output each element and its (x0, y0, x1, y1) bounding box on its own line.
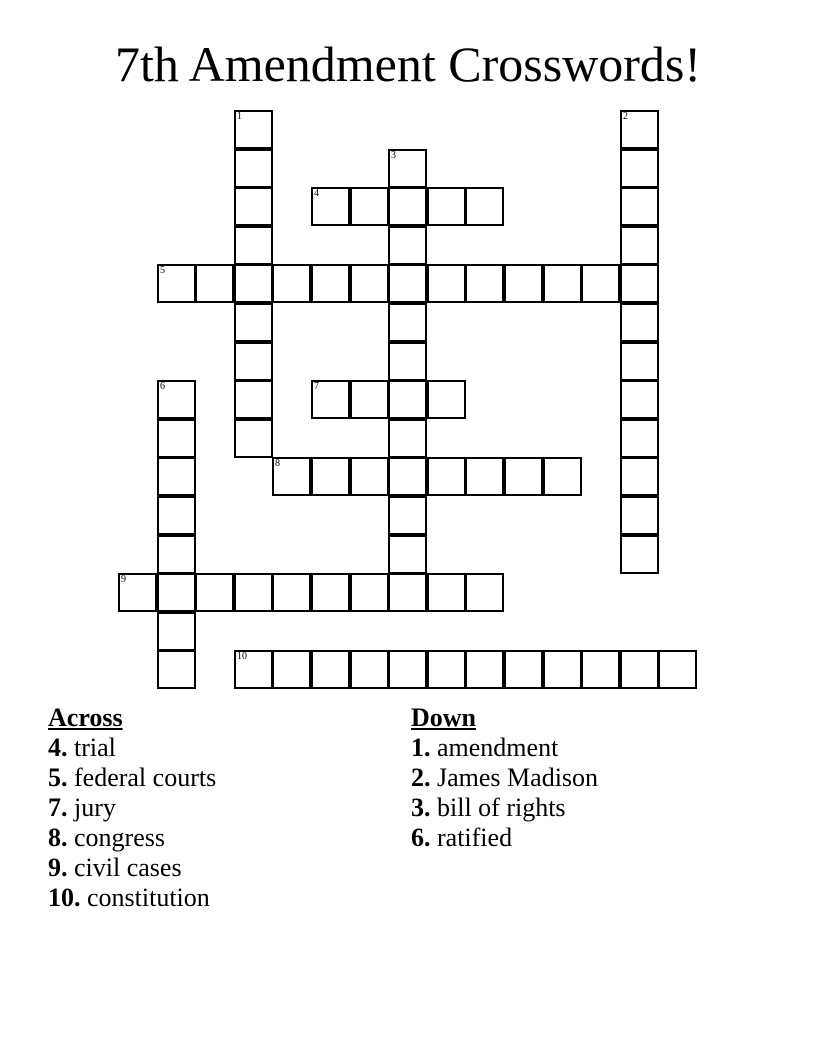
grid-cell[interactable] (157, 380, 196, 419)
grid-cell[interactable] (157, 573, 196, 612)
grid-cell[interactable] (620, 380, 659, 419)
clue-number: 5. (48, 763, 68, 792)
grid-cell[interactable] (234, 226, 273, 265)
grid-cell[interactable] (350, 650, 389, 689)
grid-cell[interactable] (157, 457, 196, 496)
grid-cell[interactable] (311, 573, 350, 612)
grid-cell[interactable] (350, 264, 389, 303)
grid-cell[interactable] (620, 226, 659, 265)
clue-text: constitution (80, 883, 210, 912)
clue-text: federal courts (67, 763, 217, 792)
grid-cell[interactable] (620, 149, 659, 188)
clue-number: 3. (411, 793, 431, 822)
clue-text: bill of rights (430, 793, 566, 822)
grid-cell[interactable] (234, 264, 273, 303)
grid-cell[interactable] (388, 535, 427, 574)
across-clue (48, 853, 216, 883)
down-clues (411, 703, 598, 853)
grid-cell[interactable] (388, 457, 427, 496)
down-heading: Down (411, 703, 477, 732)
clue-number: 10. (48, 883, 81, 912)
grid-cell[interactable] (504, 457, 543, 496)
clue-number: 6. (411, 823, 431, 852)
grid-cell[interactable] (388, 573, 427, 612)
grid-cell[interactable] (465, 187, 504, 226)
clue-number: 9. (48, 853, 68, 882)
grid-cell[interactable] (311, 264, 350, 303)
cell-number: 6 (160, 381, 165, 392)
clue-number: 4. (48, 733, 68, 762)
down-clue (411, 733, 598, 763)
grid-cell[interactable] (234, 380, 273, 419)
grid-cell[interactable] (427, 650, 466, 689)
grid-cell[interactable] (157, 419, 196, 458)
grid-cell[interactable] (543, 264, 582, 303)
grid-cell[interactable] (195, 573, 234, 612)
grid-cell[interactable] (620, 419, 659, 458)
grid-cell[interactable] (234, 149, 273, 188)
grid-cell[interactable] (157, 496, 196, 535)
grid-cell[interactable] (620, 110, 659, 149)
grid-cell[interactable] (311, 650, 350, 689)
grid-cell[interactable] (465, 457, 504, 496)
grid-cell[interactable] (350, 380, 389, 419)
cell-number: 7 (314, 381, 319, 392)
grid-cell[interactable] (234, 110, 273, 149)
grid-cell[interactable] (157, 535, 196, 574)
cell-number: 9 (121, 574, 126, 585)
grid-cell[interactable] (157, 650, 196, 689)
grid-cell[interactable] (620, 264, 659, 303)
grid-cell[interactable] (581, 650, 620, 689)
grid-cell[interactable] (465, 264, 504, 303)
grid-cell[interactable] (272, 457, 311, 496)
grid-cell[interactable] (388, 149, 427, 188)
clue-text: civil cases (67, 853, 182, 882)
grid-cell[interactable] (234, 650, 273, 689)
page-title: 7th Amendment Crosswords! (114, 36, 702, 92)
grid-cell[interactable] (157, 264, 196, 303)
grid-cell[interactable] (234, 419, 273, 458)
grid-cell[interactable] (388, 380, 427, 419)
grid-cell[interactable] (504, 264, 543, 303)
grid-cell[interactable] (620, 535, 659, 574)
grid-cell[interactable] (427, 264, 466, 303)
clue-text: James Madison (430, 763, 599, 792)
clue-text: amendment (430, 733, 559, 762)
cell-number: 1 (237, 111, 242, 122)
clue-text: congress (67, 823, 165, 852)
grid-cell[interactable] (350, 187, 389, 226)
grid-cell[interactable] (234, 303, 273, 342)
grid-cell[interactable] (427, 380, 466, 419)
grid-cell[interactable] (388, 264, 427, 303)
across-clue (48, 823, 216, 853)
across-clue (48, 763, 216, 793)
across-clues (48, 703, 216, 913)
clue-text: jury (67, 793, 116, 822)
grid-cell[interactable] (350, 573, 389, 612)
clue-text: ratified (430, 823, 513, 852)
down-clue (411, 763, 598, 793)
across-heading: Across (48, 703, 123, 732)
grid-cell[interactable] (658, 650, 697, 689)
cell-number: 2 (623, 111, 628, 122)
grid-cell[interactable] (388, 650, 427, 689)
across-clue (48, 733, 216, 763)
grid-cell[interactable] (620, 496, 659, 535)
down-clue (411, 793, 598, 823)
grid-cell[interactable] (157, 612, 196, 651)
grid-cell[interactable] (620, 650, 659, 689)
grid-cell[interactable] (620, 457, 659, 496)
grid-cell[interactable] (272, 264, 311, 303)
grid-cell[interactable] (581, 264, 620, 303)
grid-cell[interactable] (272, 650, 311, 689)
across-clue (48, 793, 216, 823)
grid-cell[interactable] (272, 573, 311, 612)
grid-cell[interactable] (388, 496, 427, 535)
grid-cell[interactable] (388, 419, 427, 458)
grid-cell[interactable] (620, 303, 659, 342)
grid-cell[interactable] (465, 650, 504, 689)
grid-cell[interactable] (465, 573, 504, 612)
grid-cell[interactable] (427, 457, 466, 496)
cell-number: 5 (160, 265, 165, 276)
clue-number: 7. (48, 793, 68, 822)
grid-cell[interactable] (504, 650, 543, 689)
grid-cell[interactable] (311, 380, 350, 419)
cell-number: 10 (237, 651, 247, 662)
grid-cell[interactable] (543, 650, 582, 689)
grid-cell[interactable] (311, 457, 350, 496)
grid-cell[interactable] (234, 187, 273, 226)
clue-number: 2. (411, 763, 431, 792)
clue-number: 8. (48, 823, 68, 852)
grid-cell[interactable] (620, 187, 659, 226)
clue-text: trial (67, 733, 116, 762)
grid-cell[interactable] (118, 573, 157, 612)
grid-cell[interactable] (388, 342, 427, 381)
cell-number: 4 (314, 188, 319, 199)
cell-number: 3 (391, 150, 396, 161)
grid-cell[interactable] (311, 187, 350, 226)
grid-cell[interactable] (195, 264, 234, 303)
grid-cell[interactable] (388, 226, 427, 265)
grid-cell[interactable] (350, 457, 389, 496)
grid-cell[interactable] (620, 342, 659, 381)
clue-number: 1. (411, 733, 431, 762)
grid-cell[interactable] (427, 573, 466, 612)
grid-cell[interactable] (427, 187, 466, 226)
cell-number: 8 (275, 458, 280, 469)
down-clue (411, 823, 598, 853)
grid-cell[interactable] (234, 573, 273, 612)
grid-cell[interactable] (388, 303, 427, 342)
grid-cell[interactable] (234, 342, 273, 381)
across-clue (48, 883, 216, 913)
grid-cell[interactable] (388, 187, 427, 226)
grid-cell[interactable] (543, 457, 582, 496)
